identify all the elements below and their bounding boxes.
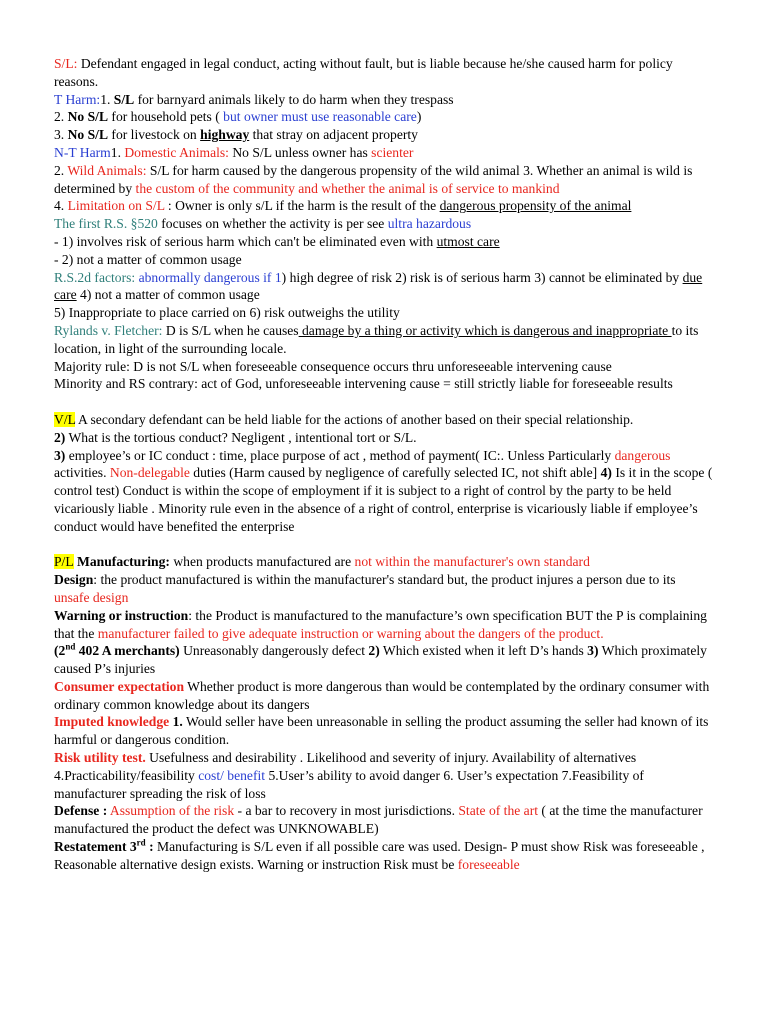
vl-label: V/L xyxy=(54,411,76,427)
rs-520-line: The first R.S. §520 focuses on whether the activity is per see ultra hazardous xyxy=(54,216,472,232)
sl-definition: S/L: Defendant engaged in legal conduct, acting without fault, but is liable because he/she caused harm for policy reasons. xyxy=(54,56,673,89)
limitation-line: 4. Limitation on S/L : Owner is only s/L if the harm is the result of the dangerous propensity of the animal xyxy=(54,198,632,214)
nt-harm-label: N-T Harm xyxy=(54,144,111,160)
sl-label: S/L: xyxy=(54,56,78,71)
pl-defense: Defense : Assumption of the risk - a bar to recovery in most jurisdictions. State of the art ( at the time the manufacturer manufactured the product the defect was UNKNOWABLE) xyxy=(54,803,703,837)
section-gap xyxy=(54,393,714,411)
rs-520-item-1: - 1) involves risk of serious harm which can't be eliminated even with utmost care xyxy=(54,233,500,249)
pl-warning: Warning or instruction: the Product is manufactured to the manufacture’s own specification BUT the P is complaining that the manufacturer failed to give adequate instruction or warning about the dangers of the product. xyxy=(54,607,707,641)
strict-liability-section xyxy=(54,55,714,393)
pl-consumer-expectation: Consumer expectation Whether product is more dangerous than would be contemplated by the ordinary consumer with ordinary common knowledge about its dangers xyxy=(54,678,710,712)
nt-harm-line-1: N-T Harm1. Domestic Animals: No S/L unless owner has scienter xyxy=(54,144,414,160)
pl-manufacturing: P/L Manufacturing: when products manufactured are not within the manufacturer's own standard xyxy=(54,554,590,570)
majority-rule: Majority rule: D is not S/L when foreseeable consequence occurs thru unforeseeable intervening cause xyxy=(54,358,612,374)
vicarious-liability-section xyxy=(54,411,714,536)
t-harm-line-2: 2. No S/L for household pets ( but owner must use reasonable care) xyxy=(54,109,422,125)
pl-design: Design: the product manufactured is within the manufacturer's standard but, the product injures a person due to its unsafe design xyxy=(54,572,676,605)
rs2d-factors: R.S.2d factors: abnormally dangerous if 1) high degree of risk 2) risk is of serious harm 3) cannot be eliminated by due care 4) not a matter of common usage xyxy=(54,269,703,303)
t-harm-line-1: T Harm:1. S/L for barnyard animals likely to do harm when they trespass xyxy=(54,91,454,107)
t-harm-label: T Harm: xyxy=(54,91,101,107)
section-gap xyxy=(54,536,714,554)
pl-402a: (2nd 402 A merchants) Unreasonably dangerously defect 2) Which existed when it left D’s hands 3) Which proximately caused P’s injuries xyxy=(54,641,707,677)
vl-item-2: 2) What is the tortious conduct? Negligent , intentional tort or S/L. xyxy=(54,429,417,445)
pl-label: P/L xyxy=(54,554,74,570)
rs2d-factors-cont: 5) Inappropriate to place carried on 6) risk outweighs the utility xyxy=(54,305,400,321)
vl-item-3: 3) employee’s or IC conduct : time, place purpose of act , method of payment( IC:. Unless Particularly dangerous activities. Non-delegable duties (Harm caused by negligence of carefully selected IC, not shift able] 4) Is it in the scope ( control test) Conduct is within the scope of employment if it is subject to a right of control by the party to be held vicariously liable . Minority rule even in the absence of a right of control, enterprise is vicariously liable if employee’s conduct would have benefited the enterprise xyxy=(54,447,713,534)
pl-risk-utility: Risk utility test. Usefulness and desirability . Likelihood and severity of injury. Availability of alternatives 4.Practicability/feasibility cost/ benefit 5.User’s ability to avoid danger 6. User’s expectation 7.Feasibility of manufacturer spreading the risk of loss xyxy=(54,750,644,801)
pl-restatement-3rd: Restatement 3rd : Manufacturing is S/L even if all possible care was used. Design- P must show Risk was foreseeable , Reasonable alternative design exists. Warning or instruction Risk must be foreseeable xyxy=(54,837,705,872)
product-liability-section xyxy=(54,553,714,873)
rs-520-item-2: - 2) not a matter of common usage xyxy=(54,251,242,267)
vl-definition: V/L A secondary defendant can be held liable for the actions of another based on their special relationship. xyxy=(54,411,634,427)
nt-harm-line-2: 2. Wild Animals: S/L for harm caused by the dangerous propensity of the wild animal 3. Whether an animal is wild is determined by the custom of the community and whether the animal is of service to mankind xyxy=(54,162,693,196)
rylands-line: Rylands v. Fletcher: D is S/L when he causes damage by a thing or activity which is dangerous and inappropriate to its location, in light of the surrounding locale. xyxy=(54,322,699,356)
minority-rule: Minority and RS contrary: act of God, unforeseeable intervening cause = still strictly liable for foreseeable results xyxy=(54,376,673,392)
pl-imputed-knowledge: Imputed knowledge 1. Would seller have been unreasonable in selling the product assuming the seller had known of its harmful or dangerous condition. xyxy=(54,714,709,748)
t-harm-line-3: 3. No S/L for livestock on highway that stray on adjacent property xyxy=(54,127,418,143)
